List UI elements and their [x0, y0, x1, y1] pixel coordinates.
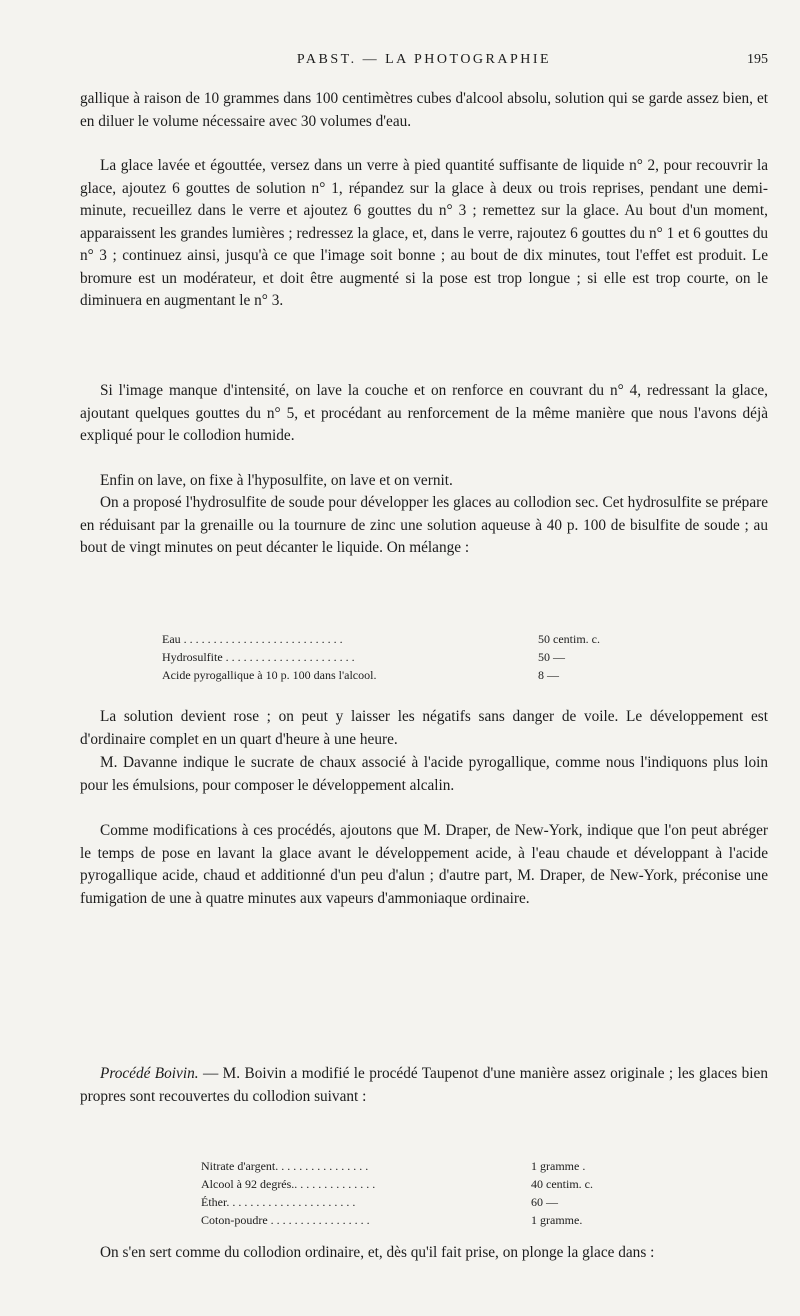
- recipe-item: Acide pyrogallique à 10 p. 100 dans l'alcool.: [162, 667, 377, 682]
- paragraph-10: On s'en sert comme du collodion ordinaire, et, dès qu'il fait prise, on plonge la glace dans :: [100, 1244, 655, 1261]
- table-row: [162, 666, 600, 684]
- recipe-quantity: 1 gramme.: [531, 1212, 583, 1227]
- recipe-item: Coton-poudre . . . . . . . . . . . . . . . . .: [201, 1212, 370, 1227]
- paragraph-7: M. Davanne indique le sucrate de chaux associé à l'acide pyrogallique, comme nous l'indiquons plus loin pour les émulsions, pour composer le développement alcalin.: [80, 754, 768, 794]
- paragraph-3: Si l'image manque d'intensité, on lave la couche et on renforce en couvrant du n° 4, redressant la glace, ajoutant quelques gouttes du n° 5, et procédant au renforcement de la même manière que nous l'avons déjà expliqué pour le collodion humide.: [80, 382, 768, 444]
- recipe-table-2: [201, 1157, 593, 1229]
- recipe-item: Nitrate d'argent. . . . . . . . . . . . . . . .: [201, 1158, 369, 1173]
- table-row: [201, 1193, 593, 1211]
- paragraph-1: gallique à raison de 10 grammes dans 100 centimètres cubes d'alcool absolu, solution qui se garde assez bien, et en diluer le volume nécessaire avec 30 volumes d'eau.: [80, 90, 768, 130]
- paragraph-9-text: — M. Boivin a modifié le procédé Taupenot d'une manière assez originale ; les glaces bien propres sont recouvertes du collodion suivant :: [80, 1065, 768, 1105]
- paragraph-2: La glace lavée et égouttée, versez dans un verre à pied quantité suffisante de liquide n° 2, pour recouvrir la glace, ajoutez 6 gouttes de solution n° 1, répandez sur la glace à deux ou trois reprises, pendant une demi-minute, recueillez dans le verre et ajoutez 6 gouttes du n° 3 ; remettez sur la glace. Au bout d'un moment, apparaissent les grandes lumières ; redressez la glace, et, dans le verre, rajoutez 6 gouttes du n° 1 et 6 gouttes du n° 3 ; continuez ainsi, jusqu'à ce que l'image soit bonne ; au bout de dix minutes, tout l'effet est produit. Le bromure est un modérateur, et doit être augmenté si la pose est trop longue ; si elle est trop courte, on le diminuera en augmentant le n° 3.: [80, 157, 768, 309]
- table-row: [201, 1157, 593, 1175]
- paragraph-8: Comme modifications à ces procédés, ajoutons que M. Draper, de New-York, indique que l'on peut abréger le temps de pose en lavant la glace avant le développement acide, à l'eau chaude et développant à l'acide pyrogallique acide, chaud et additionné d'un peu d'alun ; d'autre part, M. Draper, de New-York, préconise une fumigation de une à quatre minutes aux vapeurs d'ammoniaque ordinaire.: [80, 822, 768, 907]
- paragraph-5: On a proposé l'hydrosulfite de soude pour développer les glaces au collodion sec. Cet hydrosulfite se prépare en réduisant par la grenaille ou la tournure de zinc une solution aqueuse à 40 p. 100 de bisulfite de soude ; au bout de vingt minutes on peut décanter le liquide. On mélange :: [80, 494, 768, 556]
- table-row: [162, 630, 600, 648]
- recipe-item: Éther. . . . . . . . . . . . . . . . . . . . . .: [201, 1194, 356, 1209]
- recipe-quantity: 40 centim. c.: [531, 1176, 593, 1191]
- recipe-quantity: 8 —: [538, 667, 559, 682]
- page-number: 195: [747, 52, 768, 67]
- recipe-quantity: 50 centim. c.: [538, 631, 600, 646]
- recipe-quantity: 1 gramme .: [531, 1158, 586, 1173]
- recipe-quantity: 50 —: [538, 649, 565, 664]
- table-row: [162, 648, 600, 666]
- recipe-quantity: 60 —: [531, 1194, 558, 1209]
- paragraph-6: La solution devient rose ; on peut y laisser les négatifs sans danger de voile. Le développement est d'ordinaire complet en un quart d'heure à une heure.: [80, 708, 768, 748]
- running-header: [80, 50, 768, 76]
- running-title: PABST. — LA PHOTOGRAPHIE: [296, 52, 552, 67]
- table-row: [201, 1211, 593, 1229]
- section-heading-boivin: Procédé Boivin.: [100, 1065, 199, 1082]
- paragraph-9: [80, 1063, 768, 1108]
- paragraph-4: Enfin on lave, on fixe à l'hyposulfite, on lave et on vernit.: [100, 472, 453, 489]
- recipe-item: Hydrosulfite . . . . . . . . . . . . . . . . . . . . . .: [162, 649, 355, 664]
- recipe-table-1: [162, 630, 600, 684]
- table-row: [201, 1175, 593, 1193]
- recipe-item: Eau . . . . . . . . . . . . . . . . . . . . . . . . . . .: [162, 631, 343, 646]
- recipe-item: Alcool à 92 degrés.. . . . . . . . . . . . . .: [201, 1176, 376, 1191]
